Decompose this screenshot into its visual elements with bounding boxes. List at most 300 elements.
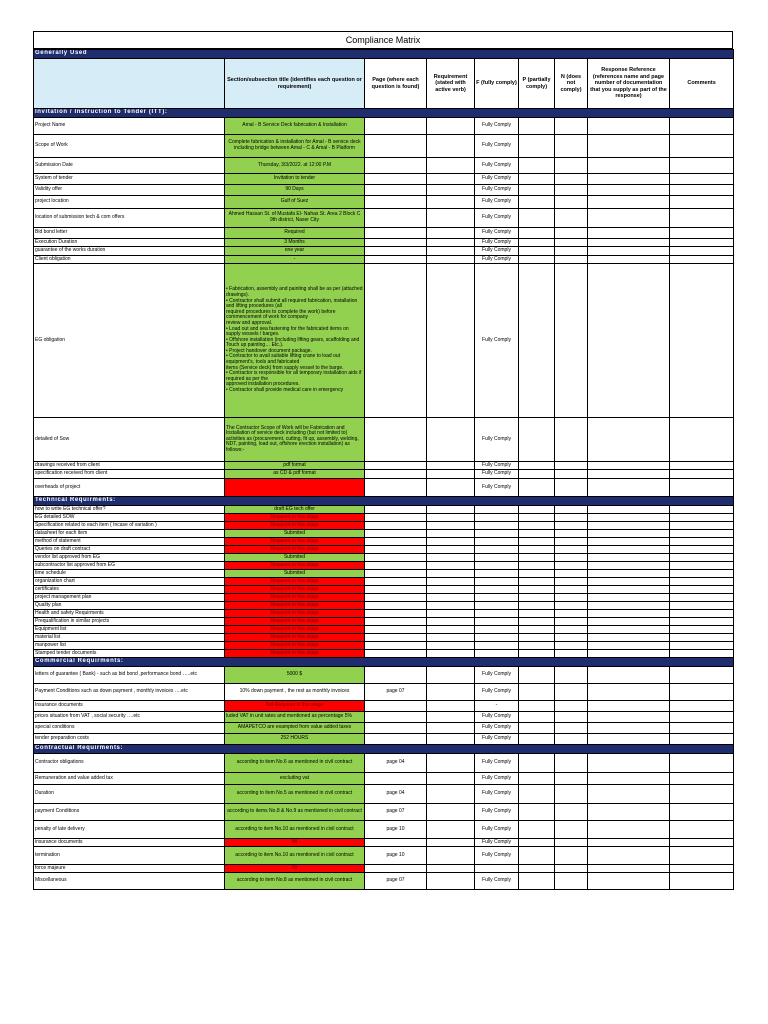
eg-obligation-line: • Fabrication, assembly and painting shall be as per (attached drawings).: [226, 286, 363, 298]
row-empty-cell: [555, 804, 588, 821]
row-empty-cell: [588, 174, 670, 185]
eg-obligation-line: • Project handover document package.: [226, 347, 312, 354]
row-page: [365, 135, 427, 158]
row-requirement: [427, 522, 475, 530]
row-empty-cell: [588, 873, 670, 890]
row-label: certificates: [34, 586, 225, 594]
row-value: Thursday, 3/3/2022. at 12:00 P.M: [225, 158, 365, 174]
row-value: Required in this stage: [225, 650, 365, 658]
row-empty-cell: [555, 462, 588, 470]
row-empty-cell: [519, 538, 555, 546]
section-title: Commercial Requirments:: [34, 658, 734, 667]
row-label: letters of guarantee ( Bank) - such as bid bond ,performance bond …..etc: [34, 667, 225, 684]
technical-row: [34, 530, 734, 538]
row-fully-comply: [475, 594, 519, 602]
row-value: Required in this stage: [225, 546, 365, 554]
row-empty-cell: [588, 570, 670, 578]
row-empty-cell: [670, 470, 734, 479]
row-empty-cell: [555, 470, 588, 479]
row-requirement: [427, 754, 475, 773]
row-empty-cell: [588, 135, 670, 158]
row-page: [365, 562, 427, 570]
row-empty-cell: [670, 712, 734, 723]
row-label: detailed of Sow: [34, 418, 225, 462]
row-page: [365, 618, 427, 626]
technical-row: [34, 642, 734, 650]
row-empty-cell: [555, 839, 588, 847]
row-empty-cell: [519, 546, 555, 554]
row-empty-cell: [555, 684, 588, 701]
row-requirement: [427, 865, 475, 873]
row-page: page 04: [365, 754, 427, 773]
row-value: The Contractor Scope of Work will be Fabrication and Installation of service deck including (but not limited to) activities as (procurement, cutting, fit up, assembly, welding, NDT, painting, load out, offshore erection installation) as follows:-: [225, 418, 365, 462]
row-empty-cell: [588, 847, 670, 865]
row-requirement: [427, 239, 475, 247]
row-empty-cell: [519, 684, 555, 701]
row-empty-cell: [588, 418, 670, 462]
row-empty-cell: [588, 578, 670, 586]
header-response: Response Reference (references name and page number of documentation that you supply as part of the response): [588, 59, 670, 109]
row-empty-cell: [555, 873, 588, 890]
technical-row: [34, 650, 734, 658]
itt-tail-row: [34, 462, 734, 470]
row-empty-cell: [519, 185, 555, 196]
row-empty-cell: [670, 228, 734, 239]
row-empty-cell: [519, 554, 555, 562]
row-label: Health and safety Requirments: [34, 610, 225, 618]
row-value: 10% down payment , the rest as monthly invoices: [225, 684, 365, 701]
row-label: specification received from client: [34, 470, 225, 479]
row-requirement: [427, 650, 475, 658]
row-empty-cell: [519, 135, 555, 158]
row-label: penalty of late delivery: [34, 821, 225, 839]
header-row: [34, 59, 734, 109]
row-requirement: [427, 118, 475, 135]
row-fully-comply: [475, 538, 519, 546]
row-label: how to write EG technical offer?: [34, 506, 225, 514]
row-empty-cell: [555, 174, 588, 185]
row-empty-cell: [670, 562, 734, 570]
row-value: 5000 $: [225, 667, 365, 684]
eg-obligation-line: • Contractor shall submit all required fabrication, installation and lifting procedures (all: [226, 297, 358, 310]
row-fully-comply: [475, 578, 519, 586]
row-empty-cell: [588, 554, 670, 562]
row-label: subcontractor list approved from EG: [34, 562, 225, 570]
row-requirement: [427, 247, 475, 256]
row-empty-cell: [588, 723, 670, 734]
row-page: [365, 209, 427, 228]
row-page: [365, 514, 427, 522]
row-empty-cell: [519, 256, 555, 264]
itt-row: [34, 118, 734, 135]
row-value: according to item No.6 as mentioned in civil contract: [225, 754, 365, 773]
row-label: Queries on draft contract: [34, 546, 225, 554]
row-empty-cell: [555, 554, 588, 562]
eg-obligation-line: • Contractor shall provide medical care in emergency: [226, 387, 344, 394]
row-value: according to items No.8 & No.9 as mentioned in civil contract: [225, 804, 365, 821]
row-fully-comply: Fully Comply: [475, 256, 519, 264]
row-empty-cell: [670, 723, 734, 734]
row-fully-comply: Fully Comply: [475, 773, 519, 785]
row-label: method of statement: [34, 538, 225, 546]
row-value: Not Required in this stage: [225, 701, 365, 712]
section-generally-used: [34, 50, 734, 59]
row-value: according to item No.10 as mentioned in civil contract: [225, 821, 365, 839]
row-empty-cell: [670, 418, 734, 462]
row-empty-cell: [670, 785, 734, 804]
row-empty-cell: [670, 594, 734, 602]
header-blank: [34, 59, 225, 109]
row-empty-cell: [588, 228, 670, 239]
row-empty-cell: [670, 514, 734, 522]
row-label: Duration: [34, 785, 225, 804]
itt-row: [34, 256, 734, 264]
row-empty-cell: [519, 785, 555, 804]
section-title: Generally Used: [34, 50, 734, 59]
row-fully-comply: [475, 634, 519, 642]
row-empty-cell: [588, 239, 670, 247]
row-fully-comply: [475, 586, 519, 594]
row-label: Specification related to each item ( Incase of variation ): [34, 522, 225, 530]
row-fully-comply: [475, 546, 519, 554]
row-empty-cell: [519, 634, 555, 642]
eg-obligation-line: • Contractor to avail suitable lifting crane to load out equipment's, tools and fabricated: [226, 353, 341, 366]
row-requirement: [427, 228, 475, 239]
row-empty-cell: [670, 773, 734, 785]
row-page: [365, 239, 427, 247]
row-empty-cell: [670, 506, 734, 514]
row-empty-cell: [670, 602, 734, 610]
row-fully-comply: Fully Comply: [475, 462, 519, 470]
row-label: EG obligation: [34, 264, 225, 418]
row-fully-comply: Fully Comply: [475, 239, 519, 247]
row-empty-cell: [588, 506, 670, 514]
row-empty-cell: [670, 209, 734, 228]
technical-row: [34, 578, 734, 586]
row-fully-comply: Fully Comply: [475, 196, 519, 209]
row-empty-cell: [519, 562, 555, 570]
row-page: [365, 723, 427, 734]
row-empty-cell: [555, 602, 588, 610]
row-empty-cell: [588, 196, 670, 209]
row-value: as CD & pdf format: [225, 470, 365, 479]
row-value: Gulf of Suez: [225, 196, 365, 209]
row-empty-cell: [555, 650, 588, 658]
row-empty-cell: [588, 865, 670, 873]
eg-obligation-line: • Load out and sea fastening for the fabricated items on supply vessels / barges.: [226, 325, 349, 338]
row-value: Invitation to tender: [225, 174, 365, 185]
row-page: [365, 667, 427, 684]
row-page: [365, 185, 427, 196]
contractual-row: [34, 785, 734, 804]
row-empty-cell: [555, 734, 588, 745]
row-empty-cell: [519, 839, 555, 847]
row-requirement: [427, 462, 475, 470]
row-empty-cell: [588, 514, 670, 522]
row-empty-cell: [670, 873, 734, 890]
row-requirement: [427, 264, 475, 418]
row-empty-cell: [519, 239, 555, 247]
row-value: Nil: [225, 839, 365, 847]
row-empty-cell: [555, 538, 588, 546]
row-empty-cell: [588, 626, 670, 634]
row-fully-comply: Fully Comply: [475, 264, 519, 418]
header-fully: F (fully comply): [475, 59, 519, 109]
row-empty-cell: [555, 578, 588, 586]
row-label: Client obligation: [34, 256, 225, 264]
itt-row: [34, 158, 734, 174]
row-value: one year: [225, 247, 365, 256]
row-empty-cell: [670, 538, 734, 546]
row-empty-cell: [670, 239, 734, 247]
row-fully-comply: Fully Comply: [475, 684, 519, 701]
row-value: Required in this stage: [225, 586, 365, 594]
row-label: insurance documents: [34, 839, 225, 847]
row-empty-cell: [555, 821, 588, 839]
row-fully-comply: Fully Comply: [475, 804, 519, 821]
row-label: tender preparation costs: [34, 734, 225, 745]
row-page: [365, 839, 427, 847]
row-empty-cell: [555, 570, 588, 578]
row-requirement: [427, 712, 475, 723]
row-page: [365, 773, 427, 785]
row-label: force majeure: [34, 865, 225, 873]
contractual-row: [34, 821, 734, 839]
row-requirement: [427, 626, 475, 634]
row-empty-cell: [670, 185, 734, 196]
itt-tail-row: [34, 479, 734, 497]
row-empty-cell: [670, 804, 734, 821]
eg-obligation-row: [34, 264, 734, 418]
row-empty-cell: [519, 712, 555, 723]
row-empty-cell: [588, 586, 670, 594]
row-value: draft EG tech offer: [225, 506, 365, 514]
row-empty-cell: [519, 118, 555, 135]
row-label: Submission Date: [34, 158, 225, 174]
row-value: Required in this stage: [225, 642, 365, 650]
row-empty-cell: [588, 546, 670, 554]
row-label: special conditions: [34, 723, 225, 734]
technical-row: [34, 538, 734, 546]
row-empty-cell: [588, 712, 670, 723]
row-empty-cell: [555, 158, 588, 174]
row-requirement: [427, 839, 475, 847]
row-page: [365, 479, 427, 497]
row-empty-cell: [555, 530, 588, 538]
row-empty-cell: [588, 701, 670, 712]
row-fully-comply: Fully Comply: [475, 839, 519, 847]
row-label: Execution Duration: [34, 239, 225, 247]
row-fully-comply: Fully Comply: [475, 785, 519, 804]
itt-row: [34, 174, 734, 185]
row-empty-cell: [588, 209, 670, 228]
row-requirement: [427, 554, 475, 562]
row-empty-cell: [588, 667, 670, 684]
row-requirement: [427, 734, 475, 745]
row-empty-cell: [670, 522, 734, 530]
row-fully-comply: Fully Comply: [475, 418, 519, 462]
row-empty-cell: [588, 470, 670, 479]
row-value: -: [225, 256, 365, 264]
row-fully-comply: Fully Comply: [475, 470, 519, 479]
row-requirement: [427, 514, 475, 522]
row-empty-cell: [519, 701, 555, 712]
row-page: [365, 570, 427, 578]
row-empty-cell: [670, 701, 734, 712]
row-requirement: [427, 530, 475, 538]
row-fully-comply: [475, 865, 519, 873]
row-empty-cell: [555, 634, 588, 642]
row-requirement: [427, 847, 475, 865]
row-value: Required in this stage: [225, 610, 365, 618]
row-page: [365, 247, 427, 256]
row-requirement: [427, 578, 475, 586]
row-empty-cell: [670, 256, 734, 264]
row-empty-cell: [670, 546, 734, 554]
row-empty-cell: [519, 804, 555, 821]
contractual-row: [34, 773, 734, 785]
row-value: [225, 479, 365, 497]
row-label: Validity offer: [34, 185, 225, 196]
row-label: guarantee of the works duration: [34, 247, 225, 256]
itt-tail-row: [34, 470, 734, 479]
row-empty-cell: [519, 174, 555, 185]
row-empty-cell: [519, 570, 555, 578]
row-page: [365, 734, 427, 745]
row-empty-cell: [670, 610, 734, 618]
commercial-row: [34, 701, 734, 712]
itt-row: [34, 209, 734, 228]
eg-obligation-line: • Offshore installation (including lifting gears, scaffolding and Touch up painting… Etc.).: [226, 336, 360, 349]
eg-obligation-line: required procedures to complete the work) before commencement of work for company: [226, 308, 336, 321]
row-fully-comply: Fully Comply: [475, 247, 519, 256]
row-empty-cell: [588, 185, 670, 196]
row-requirement: [427, 873, 475, 890]
row-value: Submited: [225, 554, 365, 562]
row-fully-comply: Fully Comply: [475, 821, 519, 839]
commercial-row: [34, 684, 734, 701]
row-requirement: [427, 773, 475, 785]
row-value: Amal - B Service Deck fabrication & Installation: [225, 118, 365, 135]
row-empty-cell: [555, 562, 588, 570]
compliance-table: [33, 49, 734, 890]
row-page: [365, 602, 427, 610]
row-empty-cell: [670, 684, 734, 701]
header-comments: Comments: [670, 59, 734, 109]
row-empty-cell: [670, 847, 734, 865]
row-empty-cell: [555, 185, 588, 196]
row-empty-cell: [670, 754, 734, 773]
row-empty-cell: [670, 578, 734, 586]
row-page: [365, 264, 427, 418]
row-empty-cell: [670, 554, 734, 562]
row-fully-comply: Fully Comply: [475, 118, 519, 135]
row-empty-cell: [588, 247, 670, 256]
row-requirement: [427, 821, 475, 839]
row-empty-cell: [670, 196, 734, 209]
technical-row: [34, 570, 734, 578]
row-value: AMAPETCO are exampted from value added taxes: [225, 723, 365, 734]
row-empty-cell: [519, 865, 555, 873]
row-page: [365, 594, 427, 602]
row-requirement: [427, 723, 475, 734]
row-empty-cell: [519, 506, 555, 514]
row-empty-cell: [670, 626, 734, 634]
row-fully-comply: [475, 506, 519, 514]
row-label: project management plan: [34, 594, 225, 602]
row-requirement: [427, 586, 475, 594]
row-requirement: [427, 667, 475, 684]
row-empty-cell: [588, 821, 670, 839]
row-page: [365, 712, 427, 723]
row-empty-cell: [555, 118, 588, 135]
row-empty-cell: [670, 586, 734, 594]
eg-obligation-line: approved installation procedures.: [226, 381, 300, 388]
eg-obligation-line: • Contractor is responsible for all temporary installation aids if required as per the: [226, 370, 362, 382]
row-requirement: [427, 209, 475, 228]
row-label: material list: [34, 634, 225, 642]
commercial-row: [34, 667, 734, 684]
row-empty-cell: [519, 650, 555, 658]
row-empty-cell: [588, 602, 670, 610]
row-empty-cell: [555, 712, 588, 723]
row-empty-cell: [555, 723, 588, 734]
technical-row: [34, 562, 734, 570]
row-empty-cell: [670, 264, 734, 418]
row-label: Equipment list: [34, 626, 225, 634]
row-empty-cell: [519, 873, 555, 890]
row-page: [365, 256, 427, 264]
row-page: [365, 530, 427, 538]
header-page: Page (where each question is found): [365, 59, 427, 109]
itt-row: [34, 239, 734, 247]
row-empty-cell: [670, 174, 734, 185]
row-empty-cell: [519, 514, 555, 522]
row-fully-comply: [475, 626, 519, 634]
row-empty-cell: [555, 479, 588, 497]
row-empty-cell: [519, 723, 555, 734]
row-empty-cell: [519, 667, 555, 684]
itt-row: [34, 185, 734, 196]
row-empty-cell: [670, 618, 734, 626]
row-label: overheads of project: [34, 479, 225, 497]
row-empty-cell: [588, 684, 670, 701]
row-page: [365, 174, 427, 185]
row-empty-cell: [588, 562, 670, 570]
row-empty-cell: [670, 530, 734, 538]
row-value: Required in this stage: [225, 602, 365, 610]
itt-row: [34, 135, 734, 158]
row-fully-comply: [475, 562, 519, 570]
row-value: according to item No.10 as mentioned in civil contract: [225, 847, 365, 865]
row-fully-comply: [475, 650, 519, 658]
row-empty-cell: [555, 618, 588, 626]
row-page: [365, 554, 427, 562]
row-empty-cell: [519, 847, 555, 865]
technical-row: [34, 554, 734, 562]
row-page: [365, 506, 427, 514]
row-empty-cell: [588, 538, 670, 546]
row-fully-comply: [475, 610, 519, 618]
row-value: Required in this stage: [225, 514, 365, 522]
row-page: page 04: [365, 785, 427, 804]
row-empty-cell: [519, 418, 555, 462]
row-label: prices situation from VAT , social security ….etc: [34, 712, 225, 723]
row-empty-cell: [555, 239, 588, 247]
row-value: 3 Months: [225, 239, 365, 247]
commercial-row: [34, 734, 734, 745]
row-fully-comply: [475, 618, 519, 626]
